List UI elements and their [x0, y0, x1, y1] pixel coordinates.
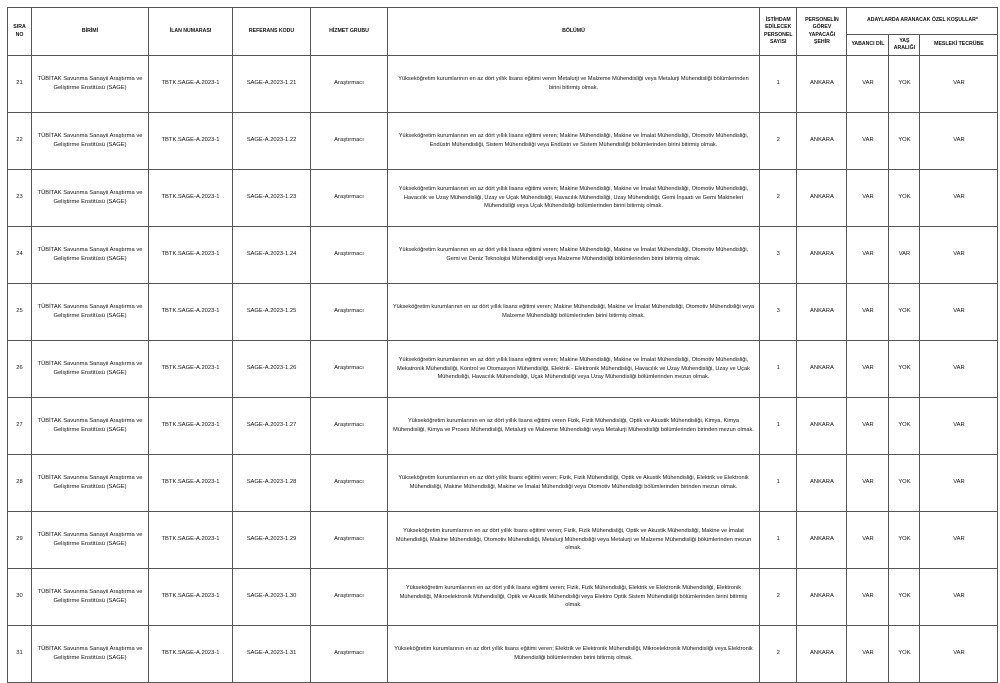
cell-referans-kodu: SAGE-A.2023-1.30	[233, 569, 311, 626]
cell-personel-sayisi: 2	[760, 626, 797, 683]
table-row	[8, 626, 998, 683]
table-row	[8, 284, 998, 341]
cell-yabanci-dil: VAR	[847, 398, 889, 455]
cell-bolumu: Yükseköğretim kurumlarının en az dört yıllık lisans eğitimi veren; Fizik, Fizik Mühendisliği, Optik ve Akustik Mühendisliği, Elektrik ve Elektronik Mühendisliği, Makine Mühendisliği, Makine ve İmalat Mühendisliği veya Otomotiv Mühendisliği bölümlerinden birinden mezun olmak.	[388, 455, 760, 512]
cell-ilan-numarasi: TBTK.SAGE-A.2023-1	[149, 569, 233, 626]
cell-hizmet-grubu: Araştırmacı	[311, 455, 388, 512]
cell-birimi: TÜBİTAK Savunma Sanayii Araştırma ve Geliştirme Enstitüsü (SAGE)	[32, 626, 149, 683]
cell-hizmet-grubu: Araştırmacı	[311, 284, 388, 341]
cell-sehir: ANKARA	[797, 626, 847, 683]
cell-ilan-numarasi: TBTK.SAGE-A.2023-1	[149, 113, 233, 170]
table-row	[8, 512, 998, 569]
header-hizmet-grubu: HİZMET GRUBU	[311, 8, 388, 56]
cell-ilan-numarasi: TBTK.SAGE-A.2023-1	[149, 56, 233, 113]
cell-mesleki-tecrube: VAR	[920, 626, 998, 683]
cell-personel-sayisi: 1	[760, 398, 797, 455]
cell-mesleki-tecrube: VAR	[920, 113, 998, 170]
cell-ilan-numarasi: TBTK.SAGE-A.2023-1	[149, 512, 233, 569]
cell-referans-kodu: SAGE-A.2023-1.28	[233, 455, 311, 512]
header-bolumu: BÖLÜMÜ	[388, 8, 760, 56]
cell-birimi: TÜBİTAK Savunma Sanayii Araştırma ve Geliştirme Enstitüsü (SAGE)	[32, 284, 149, 341]
cell-ilan-numarasi: TBTK.SAGE-A.2023-1	[149, 398, 233, 455]
cell-ilan-numarasi: TBTK.SAGE-A.2023-1	[149, 170, 233, 227]
cell-yabanci-dil: VAR	[847, 341, 889, 398]
cell-bolumu: Yükseköğretim kurumlarının en az dört yıllık lisans eğitimi veren; Fizik, Fizik Mühendisliği, Elektrik ve Elektronik Mühendisliği, Elektronik Mühendisliği, Mikroelektronik Mühendisliği, Optik ve Akustik Mühendisliği veya Elektro Optik Sistem Mühendisliği bölümlerinden birini bitirmiş olmak.	[388, 569, 760, 626]
cell-hizmet-grubu: Araştırmacı	[311, 56, 388, 113]
cell-ilan-numarasi: TBTK.SAGE-A.2023-1	[149, 626, 233, 683]
header-yas-araligi: YAŞ ARALIĞI	[889, 35, 920, 56]
header-mesleki-tecrube: MESLEKİ TECRÜBE	[920, 35, 998, 56]
cell-sehir: ANKARA	[797, 284, 847, 341]
cell-sehir: ANKARA	[797, 227, 847, 284]
cell-referans-kodu: SAGE-A.2023-1.31	[233, 626, 311, 683]
cell-mesleki-tecrube: VAR	[920, 455, 998, 512]
cell-yabanci-dil: VAR	[847, 227, 889, 284]
cell-yabanci-dil: VAR	[847, 512, 889, 569]
cell-hizmet-grubu: Araştırmacı	[311, 170, 388, 227]
cell-mesleki-tecrube: VAR	[920, 227, 998, 284]
cell-sira-no: 24	[8, 227, 32, 284]
cell-yas-araligi: YOK	[889, 284, 920, 341]
cell-hizmet-grubu: Araştırmacı	[311, 227, 388, 284]
table-row	[8, 341, 998, 398]
cell-yabanci-dil: VAR	[847, 626, 889, 683]
cell-hizmet-grubu: Araştırmacı	[311, 341, 388, 398]
cell-yas-araligi: YOK	[889, 398, 920, 455]
table-row	[8, 113, 998, 170]
cell-bolumu: Yükseköğretim kurumlarının en az dört yıllık lisans eğitimi veren Fizik, Fizik Mühendisliği, Optik ve Akustik Mühendisliği, Kimya, Kimya Mühendisliği, Kimya ve Proses Mühendisliği, Metalurji ve Malzeme Mühendisliği veya Metalurji Mühendisliği bölümlerinden birinden mezun olmak.	[388, 398, 760, 455]
cell-bolumu: Yükseköğretim kurumlarının en az dört yıllık lisans eğitimi veren; Elektrik ve Elektronik Mühendisliği, Mikroelektronik Mühendisliği veya Elektronik Mühendisliği bölümlerinden birini bitirmiş olmak.	[388, 626, 760, 683]
document-page	[7, 7, 998, 683]
cell-sehir: ANKARA	[797, 398, 847, 455]
cell-personel-sayisi: 2	[760, 170, 797, 227]
cell-sira-no: 25	[8, 284, 32, 341]
cell-bolumu: Yükseköğretim kurumlarının en az dört yıllık lisans eğitimi veren; Makine Mühendisliği, Makine ve İmalat Mühendisliği, Otomotiv Mühendisliği veya Malzeme Mühendisliği bölümlerinden birini bitirmiş olmak.	[388, 284, 760, 341]
cell-sehir: ANKARA	[797, 113, 847, 170]
cell-yabanci-dil: VAR	[847, 170, 889, 227]
cell-yas-araligi: YOK	[889, 56, 920, 113]
header-ilan-numarasi: İLAN NUMARASI	[149, 8, 233, 56]
cell-yas-araligi: VAR	[889, 227, 920, 284]
cell-mesleki-tecrube: VAR	[920, 170, 998, 227]
cell-sira-no: 31	[8, 626, 32, 683]
cell-sehir: ANKARA	[797, 170, 847, 227]
cell-ilan-numarasi: TBTK.SAGE-A.2023-1	[149, 455, 233, 512]
cell-referans-kodu: SAGE-A.2023-1.24	[233, 227, 311, 284]
cell-ilan-numarasi: TBTK.SAGE-A.2023-1	[149, 284, 233, 341]
cell-birimi: TÜBİTAK Savunma Sanayii Araştırma ve Geliştirme Enstitüsü (SAGE)	[32, 170, 149, 227]
cell-birimi: TÜBİTAK Savunma Sanayii Araştırma ve Geliştirme Enstitüsü (SAGE)	[32, 398, 149, 455]
header-referans-kodu: REFERANS KODU	[233, 8, 311, 56]
cell-birimi: TÜBİTAK Savunma Sanayii Araştırma ve Geliştirme Enstitüsü (SAGE)	[32, 56, 149, 113]
cell-sira-no: 21	[8, 56, 32, 113]
cell-yas-araligi: YOK	[889, 455, 920, 512]
cell-yas-araligi: YOK	[889, 512, 920, 569]
cell-personel-sayisi: 1	[760, 512, 797, 569]
cell-sira-no: 28	[8, 455, 32, 512]
cell-sira-no: 22	[8, 113, 32, 170]
cell-birimi: TÜBİTAK Savunma Sanayii Araştırma ve Geliştirme Enstitüsü (SAGE)	[32, 569, 149, 626]
table-row	[8, 56, 998, 113]
cell-mesleki-tecrube: VAR	[920, 284, 998, 341]
cell-yas-araligi: YOK	[889, 170, 920, 227]
table-row	[8, 170, 998, 227]
cell-personel-sayisi: 2	[760, 569, 797, 626]
cell-yas-araligi: YOK	[889, 113, 920, 170]
table-row	[8, 569, 998, 626]
cell-hizmet-grubu: Araştırmacı	[311, 398, 388, 455]
cell-sira-no: 30	[8, 569, 32, 626]
cell-yas-araligi: YOK	[889, 341, 920, 398]
cell-birimi: TÜBİTAK Savunma Sanayii Araştırma ve Geliştirme Enstitüsü (SAGE)	[32, 113, 149, 170]
cell-yabanci-dil: VAR	[847, 56, 889, 113]
cell-ilan-numarasi: TBTK.SAGE-A.2023-1	[149, 341, 233, 398]
job-listing-table	[7, 7, 998, 683]
cell-ilan-numarasi: TBTK.SAGE-A.2023-1	[149, 227, 233, 284]
cell-mesleki-tecrube: VAR	[920, 398, 998, 455]
cell-bolumu: Yükseköğretim kurumlarının en az dört yıllık lisans eğitimi veren; Makine Mühendisliği, Makine ve İmalat Mühendisliği, Otomotiv Mühendisliği, Mekatronik Mühendisliği, Kontrol ve Otomasyon Mühendisliği, Elektrik - Elektronik Mühendisliği, Havacılık ve Uzay Mühendisliği, Uzay ve Uçak Mühendisliği, Havacılık Mühendisliği, Uçak Mühendisliği veya Uzay Mühendisliği bölümlerinden mezun olmak.	[388, 341, 760, 398]
header-sira-no: SIRA NO	[8, 8, 32, 56]
header-gorev-sehir: PERSONELİN GÖREV YAPACAĞI ŞEHİR	[797, 8, 847, 56]
cell-birimi: TÜBİTAK Savunma Sanayii Araştırma ve Geliştirme Enstitüsü (SAGE)	[32, 227, 149, 284]
cell-sehir: ANKARA	[797, 341, 847, 398]
cell-yas-araligi: YOK	[889, 626, 920, 683]
header-ozel-kosullar: ADAYLARDA ARANACAK ÖZEL KOŞULLAR*	[847, 8, 998, 35]
cell-sehir: ANKARA	[797, 512, 847, 569]
table-row	[8, 227, 998, 284]
cell-bolumu: Yükseköğretim kurumlarının en az dört yıllık lisans eğitimi veren; Makine Mühendisliği, Makine ve İmalat Mühendisliği, Otomotiv Mühendisliği, Endüstri Mühendisliği, Sistem Mühendisliği veya Endüstri ve Sistem Mühendisliği bölümlerinden birini bitirmiş olmak.	[388, 113, 760, 170]
cell-yas-araligi: YOK	[889, 569, 920, 626]
cell-referans-kodu: SAGE-A.2023-1.23	[233, 170, 311, 227]
cell-bolumu: Yükseköğretim kurumlarının en az dört yıllık lisans eğitimi veren; Makine Mühendisliği, Makine ve İmalat Mühendisliği, Otomotiv Mühendisliği, Gemi ve Deniz Teknolojisi Mühendisliği veya Malzeme Mühendisliği bölümlerinden birini bitirmiş olmak.	[388, 227, 760, 284]
cell-birimi: TÜBİTAK Savunma Sanayii Araştırma ve Geliştirme Enstitüsü (SAGE)	[32, 341, 149, 398]
cell-sehir: ANKARA	[797, 56, 847, 113]
cell-sira-no: 27	[8, 398, 32, 455]
cell-referans-kodu: SAGE-A.2023-1.26	[233, 341, 311, 398]
cell-yabanci-dil: VAR	[847, 455, 889, 512]
header-birimi: BİRİMİ	[32, 8, 149, 56]
cell-personel-sayisi: 3	[760, 284, 797, 341]
cell-bolumu: Yükseköğretim kurumlarının en az dört yıllık lisans eğitimi veren; Fizik, Fizik Mühendisliği, Optik ve Akustik Mühendisliği, Makine ve İmalat Mühendisliği, Makine Mühendisliği, Otomotiv Mühendisliği, Metalurji Mühendisliği veya Metalurji ve Malzeme Mühendisliği bölümlerinden mezun olmak.	[388, 512, 760, 569]
table-row	[8, 398, 998, 455]
cell-mesleki-tecrube: VAR	[920, 569, 998, 626]
cell-mesleki-tecrube: VAR	[920, 512, 998, 569]
cell-referans-kodu: SAGE-A.2023-1.27	[233, 398, 311, 455]
cell-personel-sayisi: 1	[760, 455, 797, 512]
cell-hizmet-grubu: Araştırmacı	[311, 113, 388, 170]
cell-personel-sayisi: 1	[760, 56, 797, 113]
cell-yabanci-dil: VAR	[847, 569, 889, 626]
cell-hizmet-grubu: Araştırmacı	[311, 569, 388, 626]
cell-bolumu: Yükseköğretim kurumlarının en az dört yıllık lisans eğitimi veren Metalurji ve Malzeme Mühendisliği veya Metalurji Mühendisliği bölümlerinden birini bitirmiş olmak.	[388, 56, 760, 113]
cell-mesleki-tecrube: VAR	[920, 56, 998, 113]
header-yabanci-dil: YABANCI DİL	[847, 35, 889, 56]
cell-referans-kodu: SAGE-A.2023-1.29	[233, 512, 311, 569]
cell-referans-kodu: SAGE-A.2023-1.25	[233, 284, 311, 341]
cell-personel-sayisi: 1	[760, 341, 797, 398]
cell-birimi: TÜBİTAK Savunma Sanayii Araştırma ve Geliştirme Enstitüsü (SAGE)	[32, 512, 149, 569]
cell-sehir: ANKARA	[797, 455, 847, 512]
cell-mesleki-tecrube: VAR	[920, 341, 998, 398]
cell-sira-no: 29	[8, 512, 32, 569]
cell-sehir: ANKARA	[797, 569, 847, 626]
cell-hizmet-grubu: Araştırmacı	[311, 512, 388, 569]
table-row	[8, 455, 998, 512]
cell-yabanci-dil: VAR	[847, 113, 889, 170]
cell-sira-no: 26	[8, 341, 32, 398]
cell-referans-kodu: SAGE-A.2023-1.21	[233, 56, 311, 113]
cell-referans-kodu: SAGE-A.2023-1.22	[233, 113, 311, 170]
cell-sira-no: 23	[8, 170, 32, 227]
cell-hizmet-grubu: Araştırmacı	[311, 626, 388, 683]
cell-bolumu: Yükseköğretim kurumlarının en az dört yıllık lisans eğitimi veren; Makine Mühendisliği, Makine ve İmalat Mühendisliği, Otomotiv Mühendisliği, Havacılık ve Uzay Mühendisliği, Uzay ve Uçak Mühendisliği, Havacılık Mühendisliği, Uzay Mühendisliği, Gemi İnşaatı ve Gemi Makineleri Mühendisliği veya Uçak Mühendisliği bölümlerinden birini bitirmiş olmak.	[388, 170, 760, 227]
cell-birimi: TÜBİTAK Savunma Sanayii Araştırma ve Geliştirme Enstitüsü (SAGE)	[32, 455, 149, 512]
header-istihdam: İSTİHDAM EDİLECEK PERSONEL SAYISI	[760, 8, 797, 56]
cell-personel-sayisi: 2	[760, 113, 797, 170]
cell-yabanci-dil: VAR	[847, 284, 889, 341]
cell-personel-sayisi: 3	[760, 227, 797, 284]
